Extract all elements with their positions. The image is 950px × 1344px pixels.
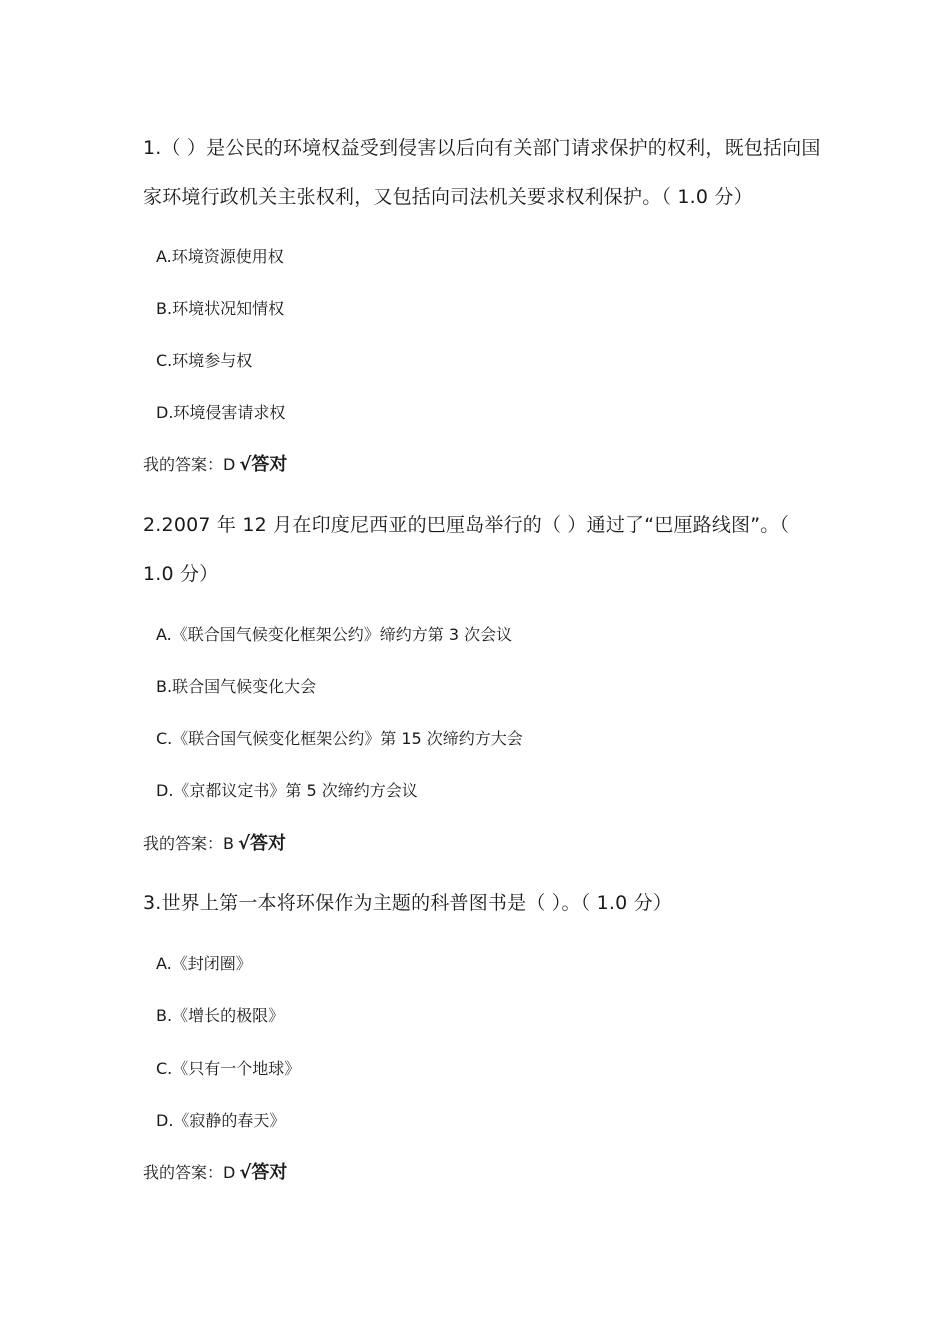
question-3-option-a: A.《封闭圈》 <box>156 954 252 973</box>
question-1-answer <box>143 454 287 476</box>
question-1-option-b: B.环境状况知情权 <box>156 299 285 318</box>
question-3-option-c: C.《只有一个地球》 <box>156 1059 301 1078</box>
question-2-option-a: A.《联合国气候变化框架公约》缔约方第 3 次会议 <box>156 625 513 644</box>
question-1-option-a: A.环境资源使用权 <box>156 247 284 266</box>
question-1-option-d: D.环境侵害请求权 <box>156 403 286 422</box>
question-2-answer <box>143 833 286 855</box>
question-2-option-d: D.《京都议定书》第 5 次缔约方会议 <box>156 781 418 800</box>
answer-label: 我的答案：D <box>143 455 236 474</box>
answer-verdict: √答对 <box>237 833 286 854</box>
question-3-stem: 3.世界上第一本将环保作为主题的科普图书是（ ）。（ 1.0 分） <box>143 892 673 914</box>
answer-verdict: √答对 <box>239 1162 288 1183</box>
question-2-stem: 2.2007 年 12 月在印度尼西亚的巴厘岛举行的（ ）通过了“巴厘路线图”。（ 1.0 分） <box>143 514 790 585</box>
question-3-option-d: D.《寂静的春天》 <box>156 1111 286 1130</box>
question-3-option-b: B.《增长的极限》 <box>156 1006 285 1025</box>
question-1-option-c: C.环境参与权 <box>156 351 253 370</box>
answer-label: 我的答案：B <box>143 834 234 853</box>
question-3-answer <box>143 1162 287 1184</box>
answer-label: 我的答案：D <box>143 1163 236 1182</box>
question-2-option-b: B.联合国气候变化大会 <box>156 677 317 696</box>
question-1-stem: 1.（ ）是公民的环境权益受到侵害以后向有关部门请求保护的权利，既包括向国家环境行政机关主张权利，又包括向司法机关要求权利保护。（ 1.0 分） <box>143 137 821 208</box>
question-2-option-c: C.《联合国气候变化框架公约》第 15 次缔约方大会 <box>156 729 523 748</box>
answer-verdict: √答对 <box>239 454 288 475</box>
